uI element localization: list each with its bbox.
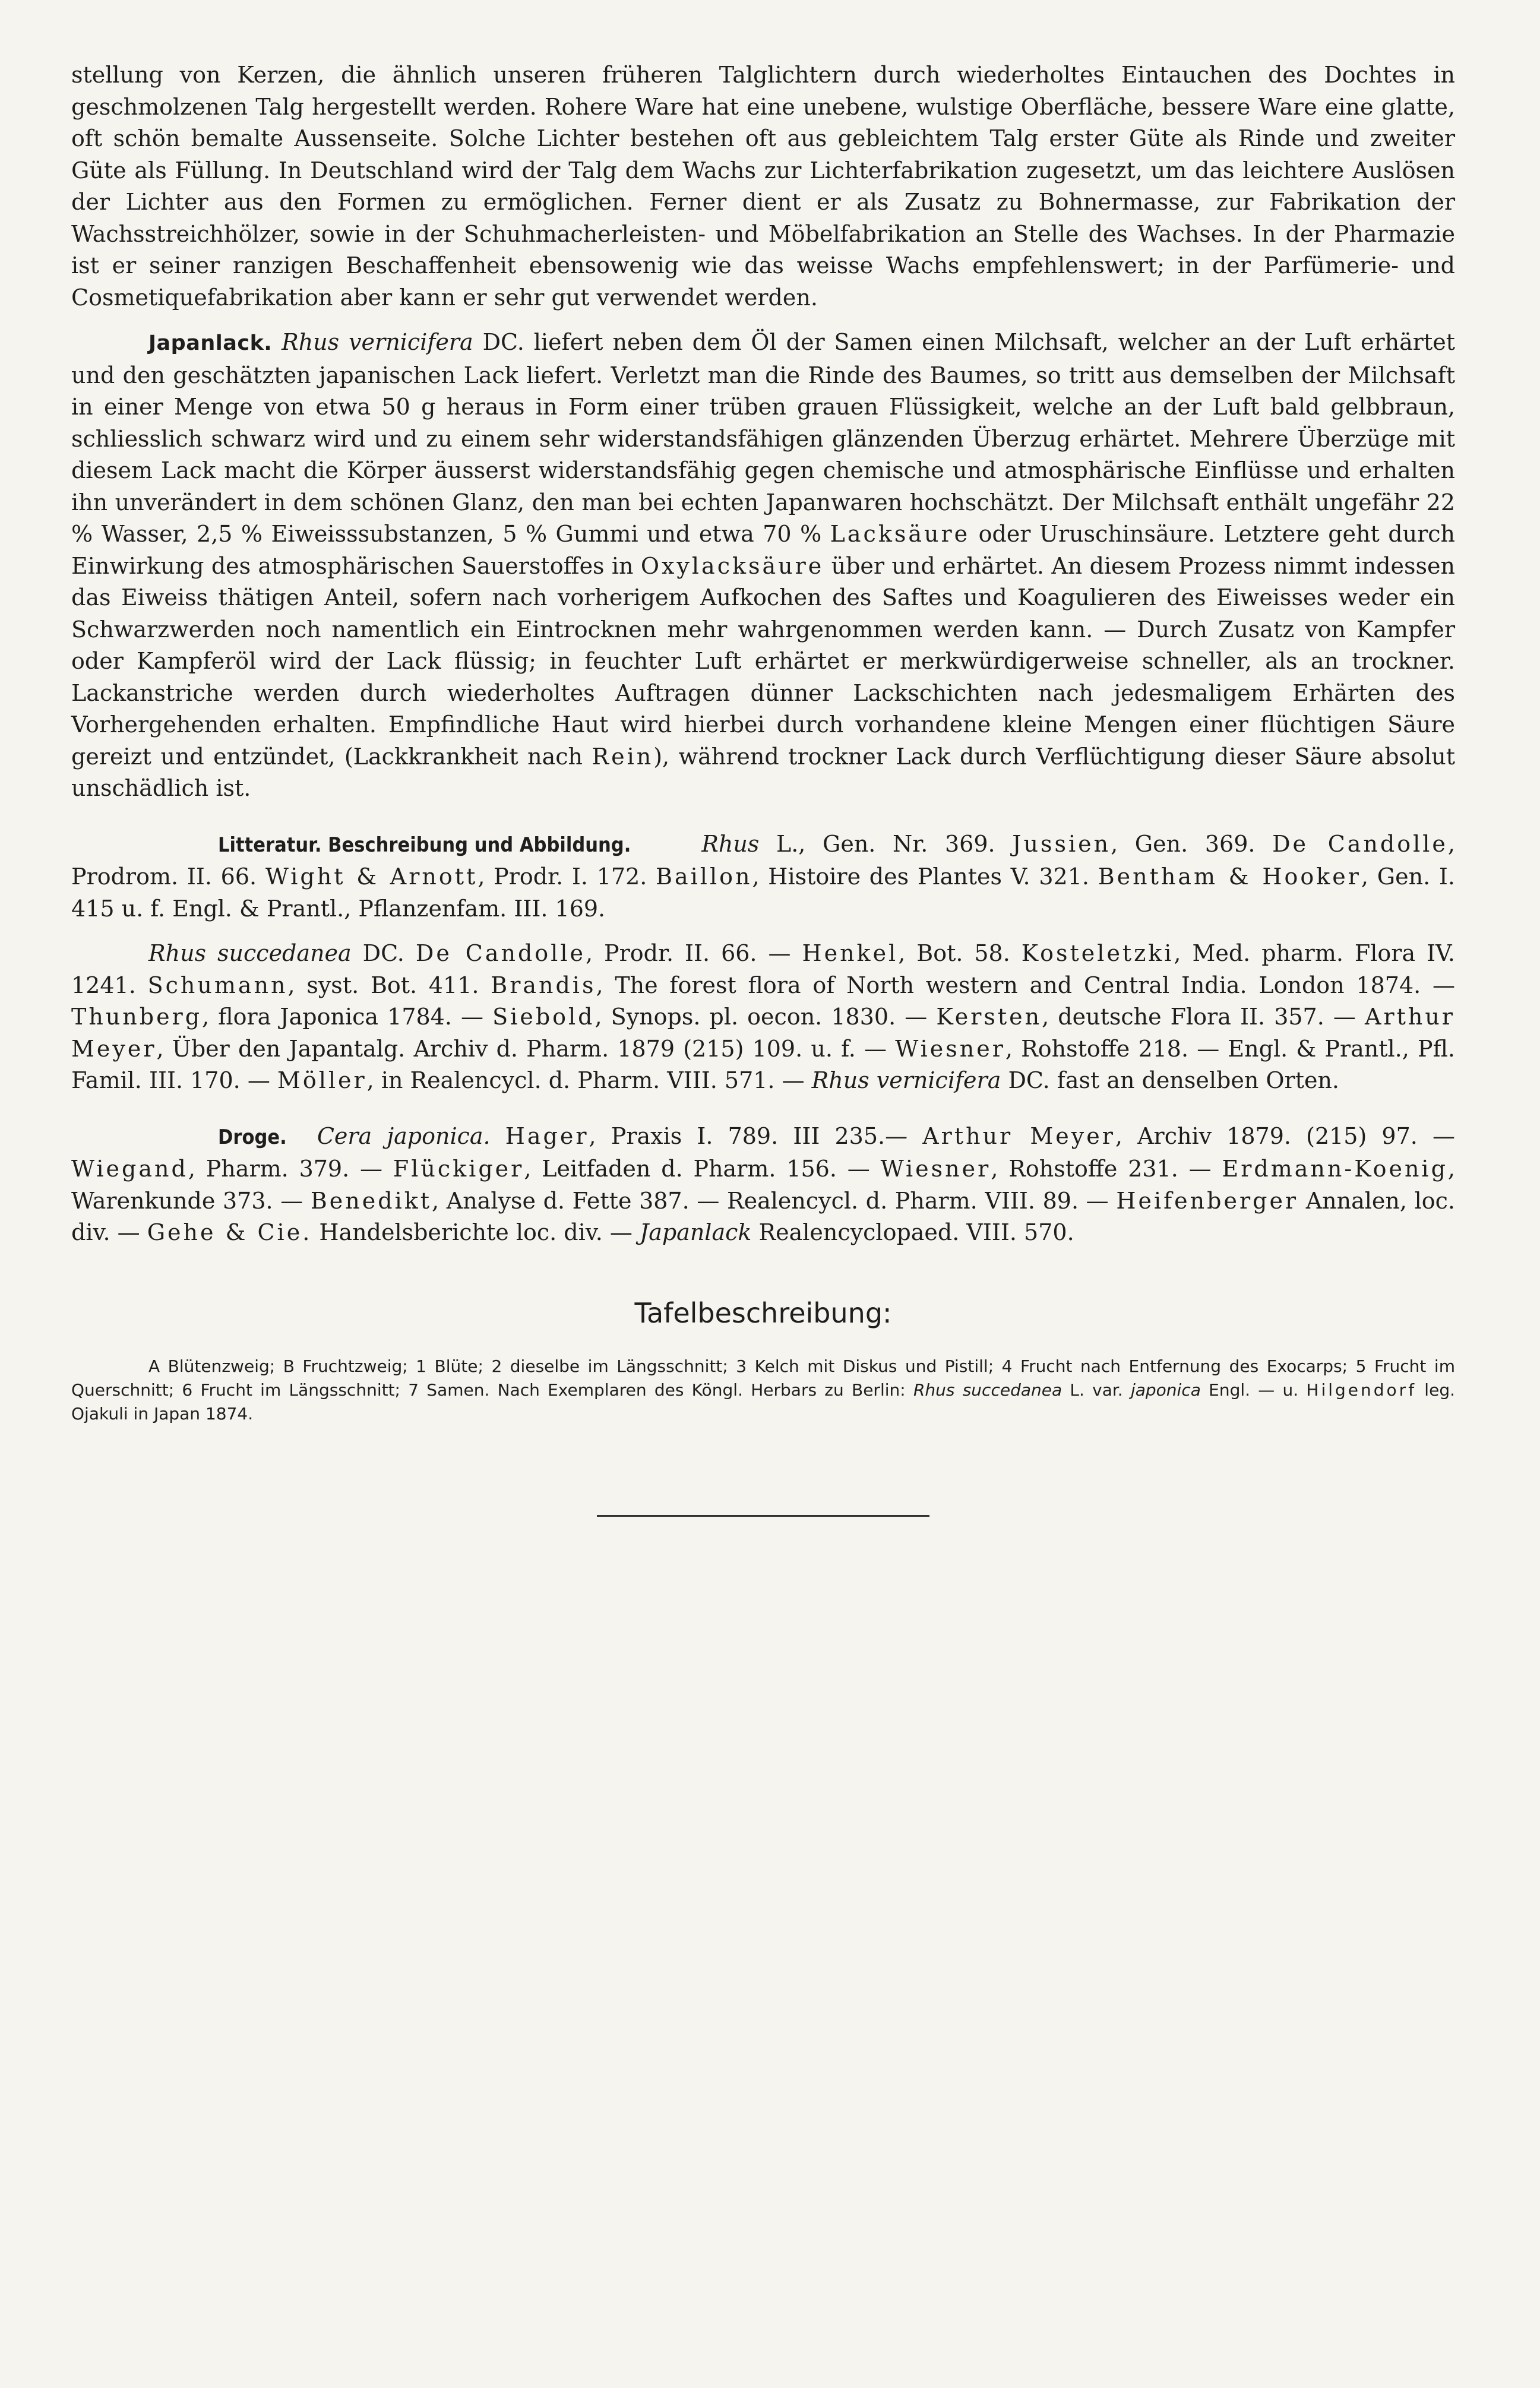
author-name: Baillon xyxy=(656,864,752,890)
paragraph-text: oder Uruschinsäure. Letztere geht durch Einwirkung des atmosphärischen Sauerstoffes in xyxy=(71,521,1455,579)
author-name: De Candolle xyxy=(1272,830,1448,857)
author-name: Arthur Meyer xyxy=(71,1004,1455,1062)
citation-text: , Archiv 1879. (215) 97. — xyxy=(1115,1122,1455,1149)
drug-name: Cera japonica. xyxy=(317,1122,491,1149)
author-name: Hager xyxy=(505,1122,589,1149)
caption-text: Engl. — u. xyxy=(1200,1380,1307,1400)
citation-text: , in Realencycl. d. Pharm. VIII. 571. — xyxy=(366,1067,812,1093)
closing-rule xyxy=(597,1515,929,1517)
citation-text: , Pflanzenfam. III. 169. xyxy=(344,895,606,922)
author-name: Wiegand xyxy=(71,1156,188,1182)
citation-text: , Praxis I. 789. III 235.— xyxy=(589,1122,923,1149)
section-lead-literature: Litteratur. Beschreibung und Abbildung. xyxy=(218,833,631,857)
section-lead-japanlack: Japanlack. xyxy=(148,331,273,355)
author-name: Brandis xyxy=(491,972,596,998)
author-name: Kosteletzki xyxy=(1021,940,1174,966)
author-name: Wiesner xyxy=(880,1156,991,1182)
author-name: Arthur Meyer xyxy=(922,1122,1115,1149)
citation-text: , Histoire des Plantes V. 321. xyxy=(752,864,1098,890)
section-lead-droge: Droge. xyxy=(218,1125,287,1149)
caption-text: A Blütenzweig; B Fruchtzweig; 1 Blüte; 2 dieselbe im Längsschnitt; 3 Kelch mit Diskus und Pistill; 4 Frucht nach Entfernung des Exocarps; 5 Frucht im Querschnitt; 6 Frucht im Längsschnitt; 7 Samen. Nach Exemplaren des Köngl. Herbars zu Berlin: xyxy=(71,1356,1455,1400)
citation-text: , deutsche Flora II. 357. — xyxy=(1042,1004,1365,1030)
citation-text: , Gen. I. 415 u. f. xyxy=(71,864,1455,922)
term-lacksaeure: Lacksäure xyxy=(830,521,970,547)
author-name: Flückiger xyxy=(393,1156,524,1182)
caption-text: L. var. xyxy=(1062,1380,1131,1400)
citation-text: DC. xyxy=(351,940,416,966)
paragraph-text: stellung von Kerzen, die ähnlich unseren früheren Talglichtern durch wiederholtes Eintauchen des Dochtes in geschmolzenen Talg hergestellt werden. Rohere Ware hat eine unebene, wulstige Oberfläche, bessere Ware eine glatte, oft schön bemalte Aussenseite. Solche Lichter bestehen oft aus gebleichtem Talg erster Güte als Rinde und zweiter Güte als Füllung. In Deutschland wird der Talg dem Wachs zur Lichterfabrikation zugesetzt, um das leichtere Auslösen der Lichter aus den Formen zu ermöglichen. Ferner dient er als Zusatz zu Bohnermasse, zur Fabrikation der Wachsstreichhölzer, sowie in der Schuhmacherleisten- und Möbelfabrikation an Stelle des Wachses. In der Pharmazie ist er seiner ranzigen Beschaffenheit ebensowenig wie das weisse Wachs empfehlenswert; in der Parfümerie- und Cosmetiquefabrikation aber kann er sehr gut verwendet werden. xyxy=(71,62,1455,311)
citation-text: , Bot. 58. xyxy=(898,940,1022,966)
paragraph-text: DC. liefert neben dem Öl der Samen einen Milchsaft, welcher an der Luft erhärtet und den geschätzten japanischen Lack liefert. Verletzt man die Rinde des Baumes, so tritt aus demselben der Milchsaft in einer Menge von etwa 50 g heraus in Form einer trüben grauen Flüssigkeit, welche an der Luft bald gelbbraun, schliesslich schwarz wird und zu einem sehr widerstandsfähigen glänzenden Überzug erhärtet. Mehrere Überzüge mit diesem Lack macht die Körper äusserst widerstandsfähig gegen chemische und atmosphärische Einflüsse und erhalten ihn unverändert in dem schönen Glanz, den man bei echten Japanwaren hochschätzt. Der Milchsaft enthält ungefähr 22 % Wasser, 2,5 % Eiweisssubstanzen, 5 % Gummi und etwa 70 % xyxy=(71,329,1455,547)
citation-text: , Rohstoffe 231. — xyxy=(991,1156,1222,1182)
page xyxy=(71,59,1455,1517)
citation-text: , Synops. pl. oecon. 1830. — xyxy=(595,1004,937,1030)
citation-text: , Analyse d. Fette 387. — Realencycl. d. Pharm. VIII. 89. — xyxy=(432,1187,1117,1214)
drug-name: Japanlack xyxy=(639,1219,752,1245)
paragraph-droge xyxy=(71,1121,1455,1249)
author-name: Bentham & Hooker xyxy=(1098,864,1361,890)
author-name: Schumann xyxy=(147,972,288,998)
citation-text: , Leitfaden d. Pharm. 156. — xyxy=(524,1156,881,1182)
author-name: Hilgendorf xyxy=(1306,1380,1417,1400)
citation-text: , Rohstoffe 218. — xyxy=(1005,1035,1228,1062)
citation-text: , Pharm. 379. — xyxy=(188,1156,393,1182)
citation-text: , Med. pharm. Flora IV. 1241. xyxy=(71,940,1455,998)
plate-description-title: Tafelbeschreibung: xyxy=(634,1296,892,1329)
term-oxylacksaeure: Oxylacksäure xyxy=(640,552,824,579)
variety-name: japonica xyxy=(1130,1380,1201,1400)
author-name: Gehe & Cie. xyxy=(147,1219,312,1245)
author-name: De Candolle xyxy=(415,940,586,966)
citation-text: Realencyclopaed. VIII. 570. xyxy=(751,1219,1074,1245)
author-name: Heifenberger xyxy=(1116,1187,1299,1214)
author-name: Kersten xyxy=(936,1004,1042,1030)
author-name: Engl. & Prantl. xyxy=(172,895,344,922)
paragraph-tallow-uses xyxy=(71,59,1455,314)
paragraph-text: ), während trockner Lack durch Verflüchtigung dieser Säure absolut unschädlich ist. xyxy=(71,743,1455,801)
species-name: Rhus succedanea xyxy=(148,940,352,966)
plate-description-text xyxy=(71,1355,1455,1426)
citation-text: , Prodr. I. 172. xyxy=(478,864,656,890)
citation-text: , The forest flora of North western and Central India. London 1874. — xyxy=(596,972,1455,998)
genus-name: Rhus xyxy=(701,830,760,857)
author-name: Henkel xyxy=(802,940,899,966)
author-name: Siebold xyxy=(492,1004,595,1030)
citation-text: , Prodr. II. 66. — xyxy=(585,940,802,966)
citation-text: L., Gen. Nr. 369. xyxy=(759,830,1013,857)
citation-text: , Über den Japantalg. Archiv d. Pharm. 1879 (215) 109. u. f. — xyxy=(156,1035,896,1062)
author-name: Benedikt xyxy=(310,1187,432,1214)
species-name: Rhus succedanea xyxy=(913,1380,1062,1400)
caption-text: leg. Ojakuli in Japan 1874. xyxy=(71,1380,1455,1424)
paragraph-text: über und erhärtet. An diesem Prozess nimmt indessen das Eiweiss thätigen Anteil, sofern nach vorherigem Aufkochen des Saftes und Koagulieren des Eiweisses weder ein Schwarzwerden noch namentlich ein Eintrocknen mehr wahrgenommen werden kann. — Durch Zusatz von Kampfer oder Kampferöl wird der Lack flüssig; in feuchter Luft erhärtet er merkwürdigerweise schneller, als an trockner. Lackanstriche werden durch wiederholtes Auftragen dünner Lackschichten nach jedesmaligem Erhärten des Vorhergehenden erhalten. Empfindliche Haut wird hierbei durch vorhandene kleine Mengen einer flüchtigen Säure gereizt und entzündet, (Lackkrankheit nach xyxy=(71,552,1455,770)
author-name: Engl. & Prantl. xyxy=(1228,1035,1402,1062)
citation-text: , Warenkunde 373. — xyxy=(71,1156,1455,1214)
citation-text: , syst. Bot. 411. xyxy=(287,972,491,998)
citation-text: Handelsberichte loc. div. — xyxy=(312,1219,640,1245)
author-name: Erdmann-Koenig xyxy=(1222,1156,1448,1182)
author-name: Wiesner xyxy=(895,1035,1005,1062)
citation-text: , Pfl. Famil. III. 170. — xyxy=(71,1035,1455,1093)
author-name: Jussien xyxy=(1012,830,1111,857)
author-name: Möller xyxy=(277,1067,367,1093)
author-name: Rein xyxy=(592,743,654,770)
paragraph-literature xyxy=(71,828,1455,925)
citation-text: , flora Japonica 1784. — xyxy=(202,1004,493,1030)
citation-text xyxy=(491,1123,505,1149)
paragraph-rhus-succedanea xyxy=(71,938,1455,1097)
paragraph-japanlack xyxy=(71,327,1455,805)
citation-text: , Gen. 369. xyxy=(1111,830,1273,857)
citation-text: Annalen, loc. div. — xyxy=(71,1187,1456,1245)
species-name: Rhus vernicifera xyxy=(282,329,473,355)
author-name: Thunberg xyxy=(71,1004,203,1030)
citation-text: , Prodrom. II. 66. xyxy=(71,830,1455,890)
citation-text: DC. fast an denselben Orten. xyxy=(1001,1067,1340,1093)
author-name: Wight & Arnott xyxy=(265,864,478,890)
species-name: Rhus vernicifera xyxy=(811,1067,1001,1093)
